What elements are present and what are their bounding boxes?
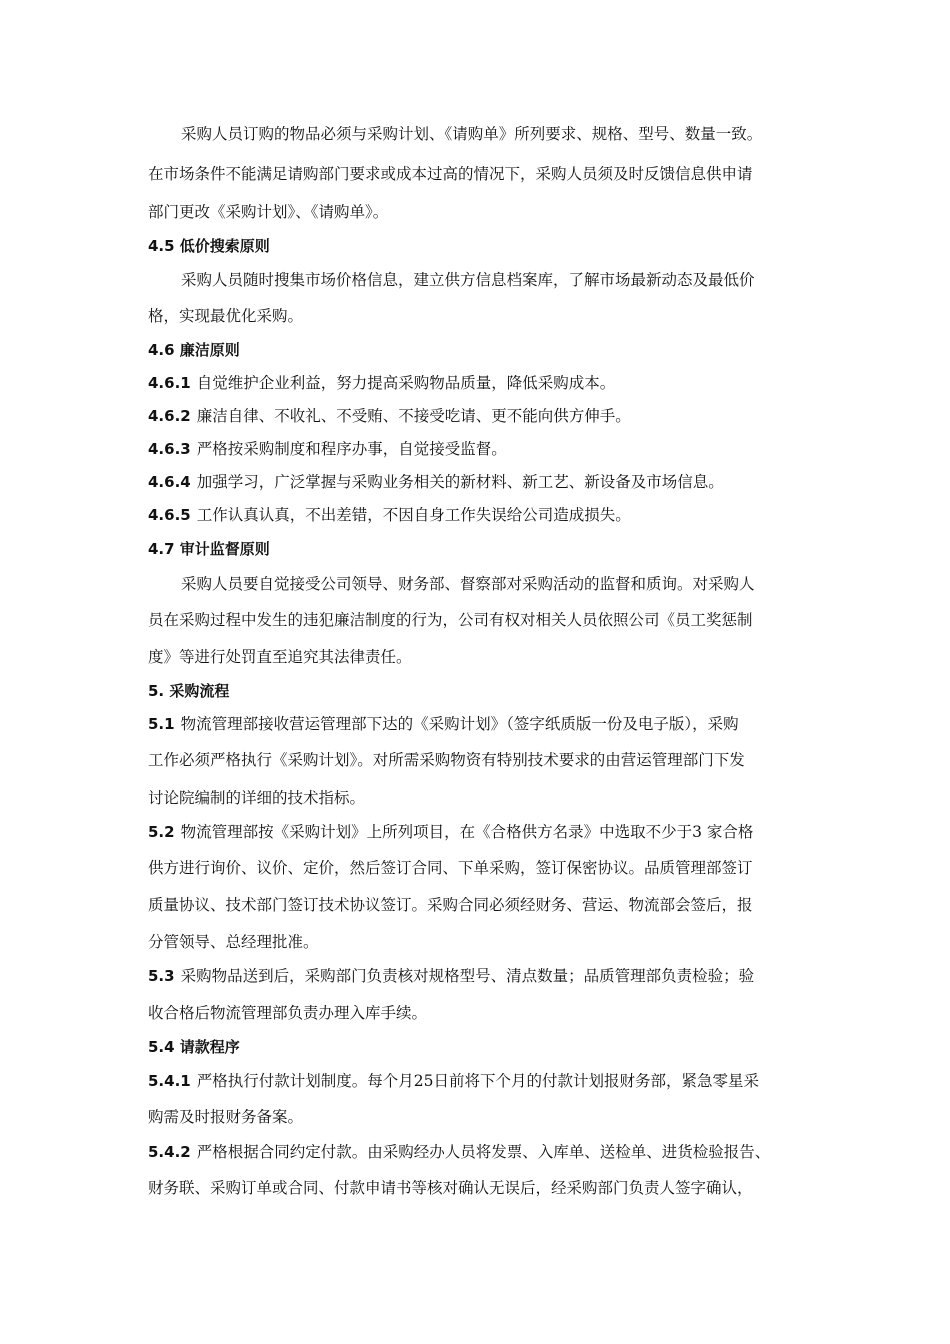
item-number: 4.6.5 [148,506,191,524]
item-text: 工作认真认真，不出差错，不因自身工作失误给公司造成损失。 [196,506,631,524]
list-item [148,505,808,525]
section-heading-4-6: 4.6 廉洁原则 [148,341,240,359]
item-number: 5.4.1 [148,1072,191,1090]
item-text: 自觉维护企业利益，努力提高采购物品质量，降低采购成本。 [196,374,616,392]
paragraph-line: 质量协议、技术部门签订技术协议签订。采购合同必须经财务、营运、物流部会签后，报 [148,896,753,914]
paragraph-line: 度》等进行处罚直至追究其法律责任。 [148,648,412,666]
paragraph-line: 讨论院编制的详细的技术指标。 [148,789,366,807]
item-text: 严格执行付款计划制度。每个月25日前将下个月的付款计划报财务部，紧急零星采 [196,1072,759,1090]
paragraph-line: 收合格后物流管理部负责办理入库手续。 [148,1004,428,1022]
paragraph-line: 员在采购过程中发生的违犯廉洁制度的行为，公司有权对相关人员依照公司《员工奖惩制 [148,611,753,629]
list-item [148,1142,808,1162]
section-heading-5-4: 5.4 请款程序 [148,1038,240,1056]
item-number: 5.1 [148,715,175,733]
item-number: 4.6.4 [148,473,191,491]
item-text: 物流管理部接收营运管理部下达的《采购计划》（签字纸质版一份及电子版），采购 [180,715,739,733]
list-item [148,439,808,459]
item-number: 4.6.2 [148,407,191,425]
item-number: 4.6.3 [148,440,191,458]
paragraph-line: 分管领导、总经理批准。 [148,933,319,951]
paragraph-line: 采购人员订购的物品必须与采购计划、《请购单》所列要求、规格、型号、数量一致。 [181,125,763,143]
paragraph-line: 在市场条件不能满足请购部门要求或成本过高的情况下，采购人员须及时反馈信息供申请 [148,165,753,183]
paragraph-line: 工作必须严格执行《采购计划》。对所需采购物资有特别技术要求的由营运管理部门下发 [148,751,745,769]
item-text: 加强学习，广泛掌握与采购业务相关的新材料、新工艺、新设备及市场信息。 [196,473,724,491]
item-number: 5.3 [148,967,175,985]
list-item [148,966,808,986]
item-number: 4.6.1 [148,374,191,392]
item-text: 采购物品送到后，采购部门负责核对规格型号、清点数量；品质管理部负责检验；验 [180,967,755,985]
list-item [148,714,808,734]
paragraph-line: 采购人员随时搜集市场价格信息，建立供方信息档案库，了解市场最新动态及最低价 [181,271,755,289]
list-item [148,406,808,426]
paragraph-line: 购需及时报财务备案。 [148,1108,304,1126]
paragraph-line: 采购人员要自觉接受公司领导、财务部、督察部对采购活动的监督和质询。对采购人 [181,575,755,593]
section-heading-4-7: 4.7 审计监督原则 [148,540,270,558]
item-number: 5.4.2 [148,1143,191,1161]
section-heading-5: 5. 采购流程 [148,682,230,700]
paragraph-line: 格，实现最优化采购。 [148,307,304,325]
section-heading-4-5: 4.5 低价搜索原则 [148,237,270,255]
item-text: 物流管理部按《采购计划》上所列项目，在《合格供方名录》中选取不少于3 家合格 [180,823,754,841]
item-number: 5.2 [148,823,175,841]
list-item [148,472,808,492]
item-text: 严格根据合同约定付款。由采购经办人员将发票、入库单、送检单、进货检验报告、 [196,1143,771,1161]
paragraph-line: 财务联、采购订单或合同、付款申请书等核对确认无误后，经采购部门负责人签字确认， [148,1179,753,1197]
item-text: 严格按采购制度和程序办事，自觉接受监督。 [196,440,507,458]
item-text: 廉洁自律、不收礼、不受贿、不接受吃请、更不能向供方伸手。 [196,407,631,425]
list-item [148,373,808,393]
paragraph-line: 供方进行询价、议价、定价，然后签订合同、下单采购，签订保密协议。品质管理部签订 [148,859,753,877]
list-item [148,1071,808,1091]
paragraph-line: 部门更改《采购计划》、《请购单》。 [148,203,389,221]
list-item [148,822,808,842]
